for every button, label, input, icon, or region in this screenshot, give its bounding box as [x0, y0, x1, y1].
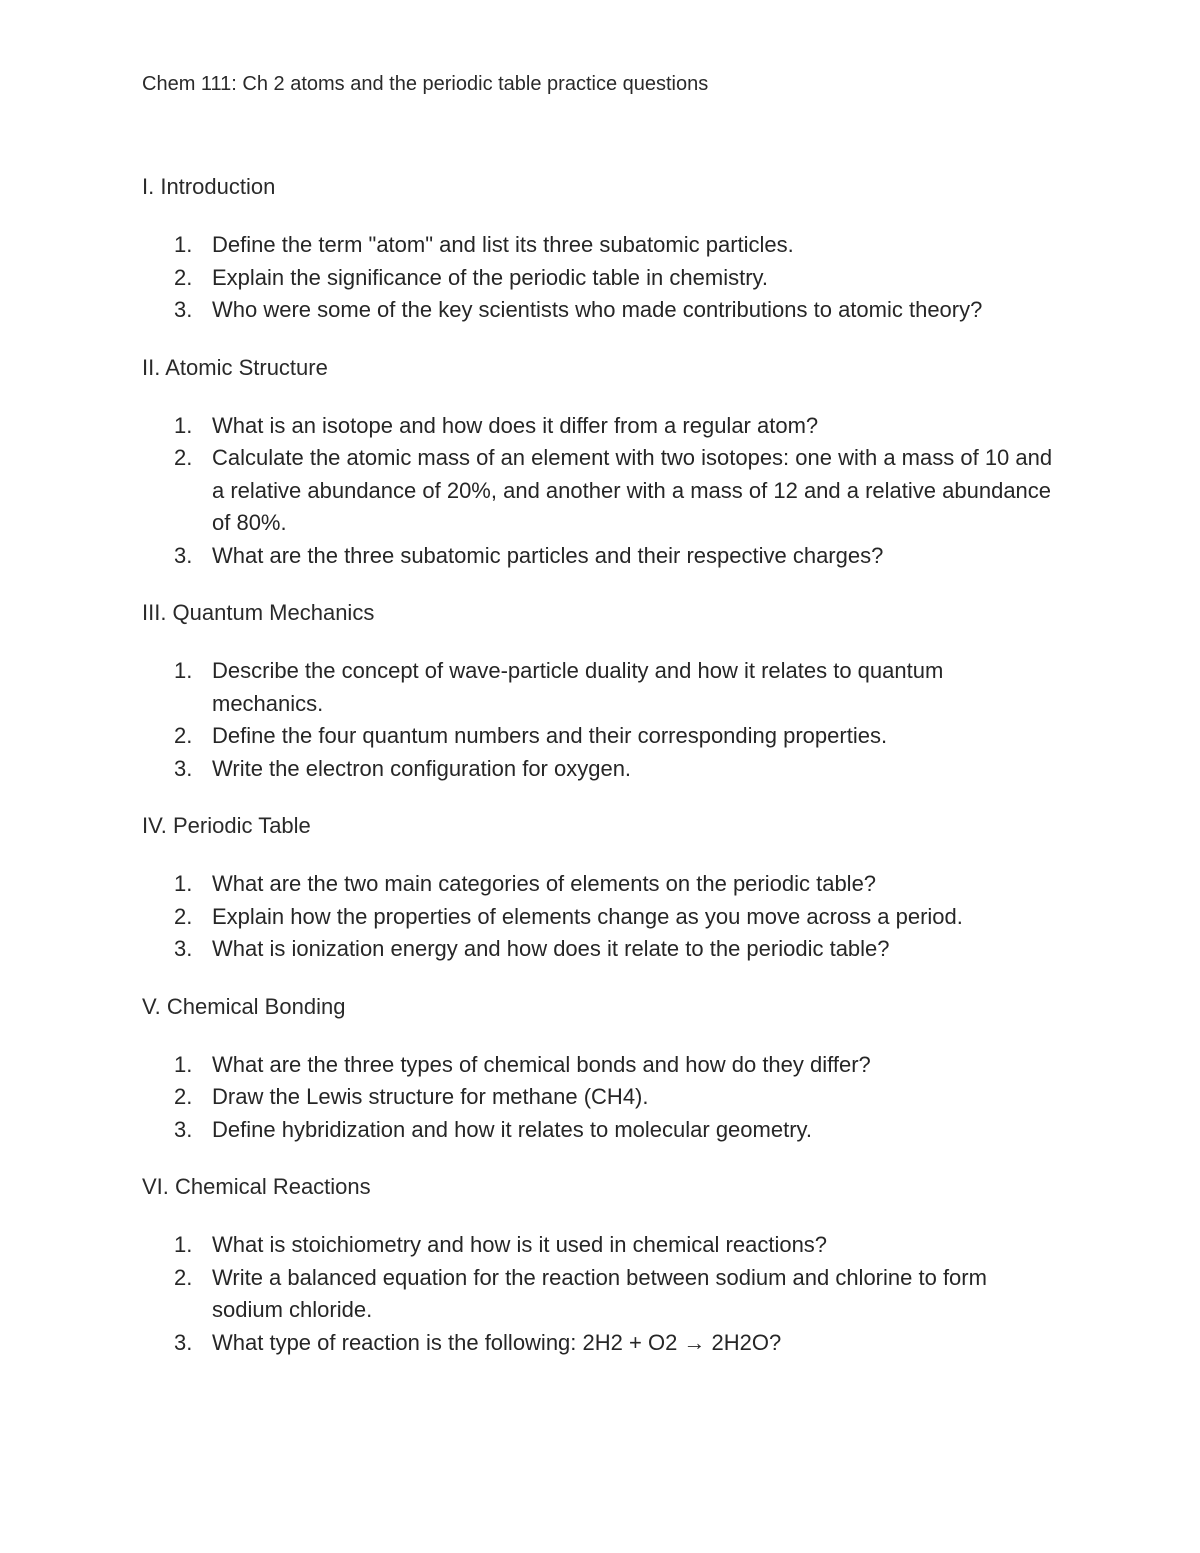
section-heading: III. Quantum Mechanics — [142, 600, 375, 625]
question-list — [142, 410, 1060, 573]
question-item — [142, 1229, 1060, 1262]
question-item — [142, 753, 1060, 786]
question-item — [142, 262, 1060, 295]
section-introduction — [142, 172, 1060, 327]
question-list — [142, 229, 1060, 327]
question-number: 3. — [174, 297, 193, 322]
question-text: Calculate the atomic mass of an element with two isotopes: one with a mass of 10 and a relative abundance of 20%, and another with a mass of 12 and a relative abundance of 80%. — [212, 445, 1053, 535]
question-number: 2. — [174, 903, 193, 929]
question-text: What type of reaction is the following: 2H2 + O2 → 2H2O? — [212, 1329, 782, 1355]
question-item — [142, 1049, 1060, 1082]
question-item — [142, 229, 1060, 262]
section-quantum-mechanics — [142, 598, 1060, 785]
question-text: Define the four quantum numbers and their corresponding properties. — [212, 723, 888, 748]
section-heading: II. Atomic Structure — [142, 354, 328, 380]
question-item — [142, 901, 1060, 934]
section-chemical-reactions — [142, 1172, 1060, 1359]
question-number: 3. — [174, 1329, 193, 1355]
question-number: 1. — [174, 412, 193, 438]
question-number: 2. — [174, 445, 193, 470]
document-title: Chem 111: Ch 2 atoms and the periodic table practice questions — [142, 73, 709, 95]
question-text: Define the term "atom" and list its three subatomic particles. — [212, 232, 794, 257]
question-text: What is ionization energy and how does it relate to the periodic table? — [212, 936, 890, 961]
question-item — [142, 294, 1060, 327]
question-item — [142, 868, 1060, 901]
question-item — [142, 410, 1060, 443]
question-list — [142, 655, 1060, 785]
section-atomic-structure — [142, 353, 1060, 573]
question-text: Explain the significance of the periodic table in chemistry. — [212, 264, 768, 290]
question-item — [142, 1327, 1060, 1360]
question-number: 1. — [174, 1051, 193, 1077]
question-text: What is stoichiometry and how is it used in chemical reactions? — [212, 1232, 828, 1257]
section-chemical-bonding — [142, 992, 1060, 1147]
question-list — [142, 868, 1060, 966]
question-text: Write the electron configuration for oxygen. — [212, 755, 632, 781]
question-item — [142, 1081, 1060, 1114]
question-text: Explain how the properties of elements change as you move across a period. — [212, 903, 963, 929]
question-list — [142, 1229, 1060, 1359]
question-number: 3. — [174, 755, 193, 781]
question-text: What is an isotope and how does it differ from a regular atom? — [212, 412, 819, 438]
section-heading: IV. Periodic Table — [142, 813, 311, 838]
question-number: 2. — [174, 723, 193, 748]
question-text: What are the three subatomic particles and their respective charges? — [212, 542, 884, 568]
question-text: What are the two main categories of elements on the periodic table? — [212, 871, 877, 896]
question-item — [142, 655, 1060, 720]
question-text: Who were some of the key scientists who made contributions to atomic theory? — [212, 297, 983, 322]
section-periodic-table — [142, 811, 1060, 966]
question-number: 1. — [174, 658, 193, 683]
section-heading: V. Chemical Bonding — [142, 993, 346, 1019]
question-item — [142, 933, 1060, 966]
question-number: 3. — [174, 936, 193, 961]
sections-container — [142, 172, 1060, 1359]
question-number: 1. — [174, 871, 193, 896]
section-heading: I. Introduction — [142, 174, 276, 199]
question-number: 2. — [174, 264, 193, 290]
question-item — [142, 540, 1060, 573]
question-item — [142, 720, 1060, 753]
question-number: 3. — [174, 1116, 193, 1142]
question-item — [142, 442, 1060, 540]
section-heading: VI. Chemical Reactions — [142, 1174, 371, 1199]
question-number: 2. — [174, 1264, 193, 1290]
question-item — [142, 1114, 1060, 1147]
question-number: 1. — [174, 232, 193, 257]
question-text: What are the three types of chemical bonds and how do they differ? — [212, 1051, 871, 1077]
question-text: Describe the concept of wave-particle duality and how it relates to quantum mechanics. — [212, 658, 944, 716]
question-text: Define hybridization and how it relates to molecular geometry. — [212, 1116, 813, 1142]
question-text: Draw the Lewis structure for methane (CH4). — [212, 1084, 649, 1109]
question-number: 1. — [174, 1232, 193, 1257]
question-number: 2. — [174, 1084, 193, 1109]
question-number: 3. — [174, 542, 193, 568]
question-item — [142, 1262, 1060, 1327]
question-text: Write a balanced equation for the reaction between sodium and chlorine to form sodium chloride. — [212, 1264, 987, 1322]
question-list — [142, 1049, 1060, 1147]
